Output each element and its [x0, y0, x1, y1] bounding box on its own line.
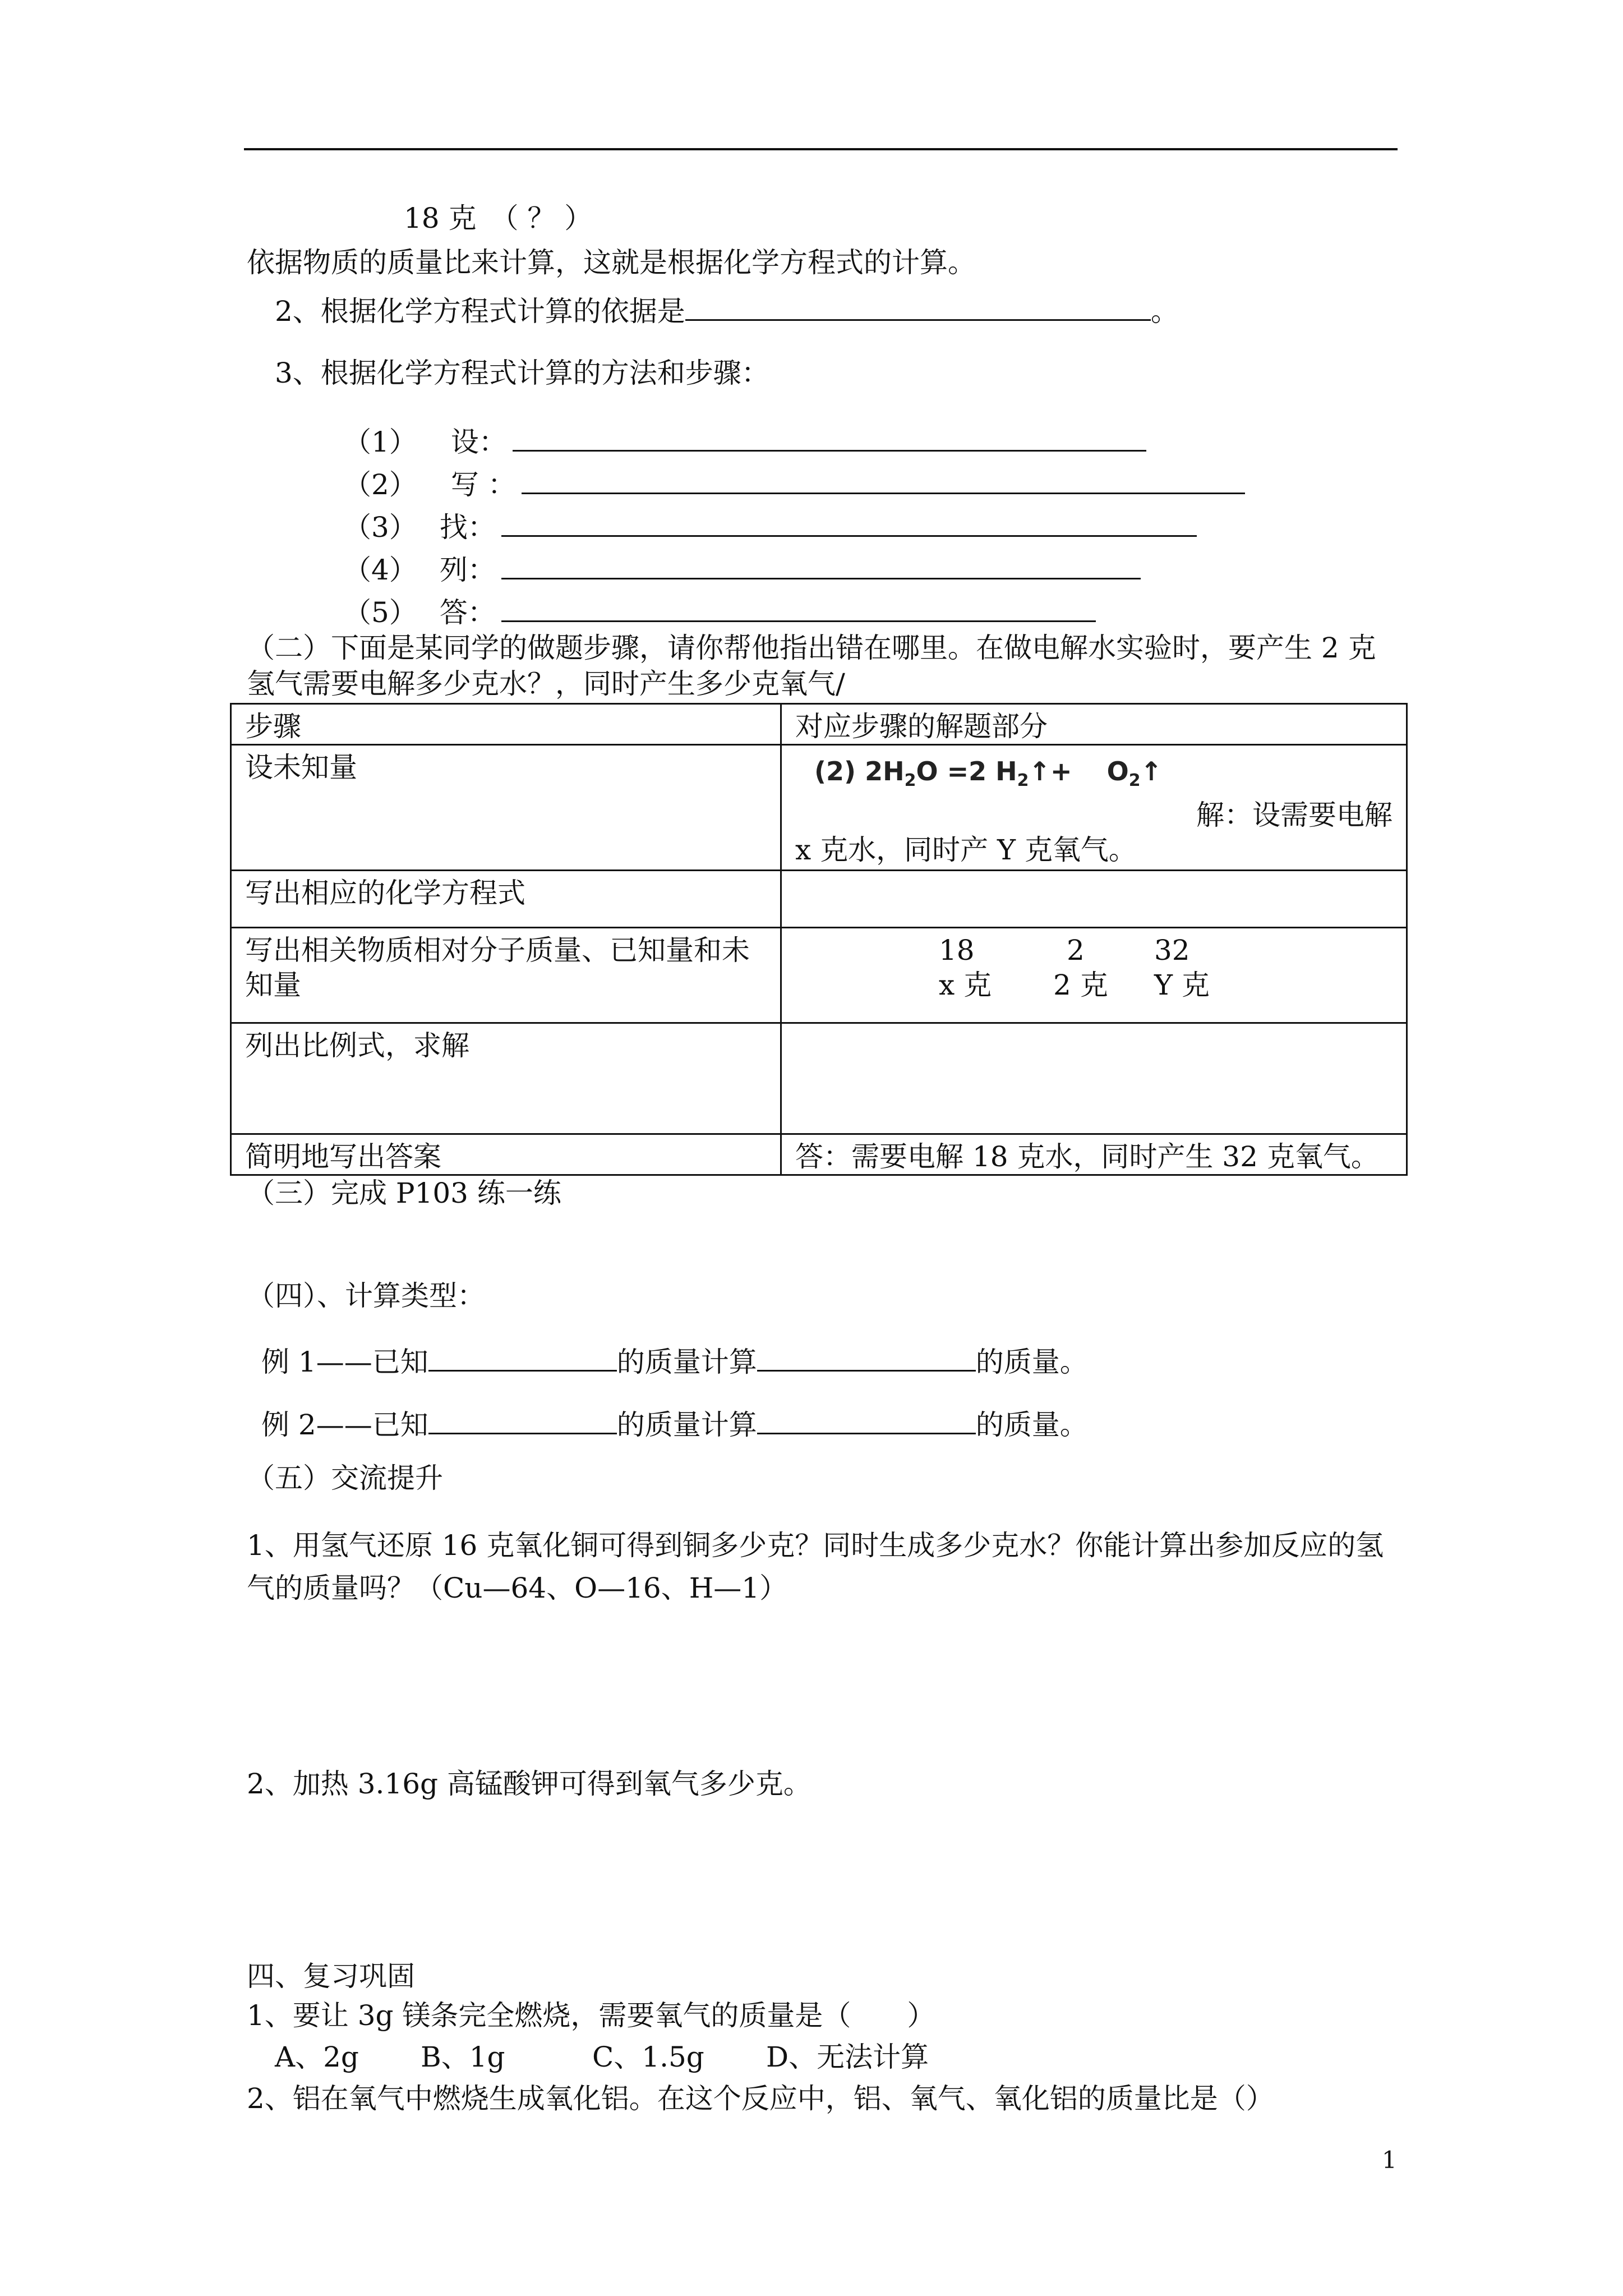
table-row	[231, 871, 1407, 928]
known-hydrogen: 2 克	[1053, 969, 1108, 1001]
example-2	[261, 1408, 1088, 1439]
step-number: （4）	[343, 554, 417, 586]
option-c[interactable]: C、1.5g	[592, 2041, 704, 2073]
option-a[interactable]: A、2g	[275, 2041, 359, 2073]
example-text: 的质量。	[975, 1409, 1088, 1441]
step-3	[343, 510, 1197, 544]
row-solution-proportion[interactable]	[781, 1023, 1407, 1134]
step-blank[interactable]	[501, 596, 1096, 622]
row-label-unknown: 设未知量	[231, 745, 781, 871]
step-1	[343, 425, 1146, 456]
review-q1: 1、要让 3g 镁条完全燃烧，需要氧气的质量是（ ）	[247, 1999, 935, 2032]
table-row	[231, 1023, 1407, 1134]
option-b[interactable]: B、1g	[421, 2041, 505, 2073]
statement: 依据物质的质量比来计算，这就是根据化学方程式的计算。	[247, 246, 976, 279]
question-3: 3、根据化学方程式计算的方法和步骤：	[275, 357, 769, 389]
row-label-answer: 简明地写出答案	[231, 1134, 781, 1175]
step-blank[interactable]	[501, 553, 1141, 579]
table-row	[231, 745, 1407, 871]
known-oxygen: Y 克	[1154, 969, 1210, 1001]
question-2-end: 。	[1150, 295, 1179, 328]
known-blank[interactable]	[428, 1408, 617, 1434]
page-number: 1	[1382, 2146, 1397, 2174]
step-number: （5）	[343, 596, 417, 629]
mass-hydrogen: 2	[1067, 934, 1085, 967]
row-label-equation: 写出相应的化学方程式	[231, 871, 781, 928]
example-text: 的质量。	[975, 1346, 1088, 1378]
steps-table	[230, 703, 1408, 1176]
step-label: 设：	[450, 426, 507, 458]
part4-title: （四）、计算类型：	[247, 1280, 485, 1312]
question-2	[275, 295, 1179, 328]
example-text: 例 1——已知	[261, 1346, 428, 1378]
review-title: 四、复习巩固	[247, 1960, 415, 1993]
step-4	[343, 553, 1141, 584]
table-header-step: 步骤	[231, 704, 781, 745]
part5-title: （五）交流提升	[247, 1462, 443, 1494]
target-blank[interactable]	[757, 1345, 976, 1372]
part2-line2: 氢气需要电解多少克水？，同时产生多少克氧气/	[247, 668, 845, 700]
target-blank[interactable]	[757, 1408, 976, 1434]
solution-text-a: 解：设需要电解	[1196, 799, 1393, 832]
example-text: 的质量计算	[616, 1409, 757, 1441]
question-2-text: 2、根据化学方程式计算的依据是	[275, 295, 685, 328]
step-label: 答：	[439, 596, 496, 629]
answer-blank[interactable]	[685, 295, 1151, 321]
mass-oxygen: 32	[1154, 934, 1190, 967]
example-1	[261, 1345, 1088, 1376]
mass-water: 18	[939, 934, 975, 967]
equation: (2) $2H_2O =2$ $H_2↑+$ $O_2↑$	[814, 756, 1163, 791]
row-label-masses-b: 知量	[245, 969, 301, 1001]
part3: （三）完成 P103 练一练	[247, 1177, 561, 1209]
row-solution-unknown	[781, 745, 1407, 871]
option-d[interactable]: D、无法计算	[766, 2041, 929, 2073]
example-text: 的质量计算	[616, 1346, 757, 1378]
step-number: （3）	[343, 511, 417, 544]
step-number: （1）	[343, 426, 417, 458]
example-text: 例 2——已知	[261, 1409, 428, 1441]
step-blank[interactable]	[501, 510, 1197, 537]
known-water: x 克	[939, 969, 992, 1001]
step-label: 写 ：	[450, 468, 516, 501]
table-row	[231, 1134, 1407, 1175]
step-blank[interactable]	[522, 468, 1245, 494]
table-header-row	[231, 704, 1407, 745]
row-solution-equation[interactable]	[781, 871, 1407, 928]
row-label-masses	[231, 928, 781, 1023]
exchange-q2: 2、加热 3.16g 高锰酸钾可得到氧气多少克。	[247, 1768, 811, 1800]
review-q2: 2、铝在氧气中燃烧生成氧化铝。在这个反应中，铝、氧气、氧化铝的质量比是（）	[247, 2082, 1274, 2115]
known-blank[interactable]	[428, 1345, 617, 1372]
row-label-masses-a: 写出相关物质相对分子质量、已知量和未	[245, 934, 750, 967]
row-solution-answer: 答：需要电解 18 克水，同时产生 32 克氧气。	[781, 1134, 1407, 1175]
row-label-proportion: 列出比例式，求解	[231, 1023, 781, 1134]
step-label: 找：	[439, 511, 496, 544]
part2-line1: （二）下面是某同学的做题步骤，请你帮他指出错在哪里。在做电解水实验时，要产生 2 克	[247, 632, 1376, 664]
step-number: （2）	[343, 468, 417, 501]
step-blank[interactable]	[513, 425, 1146, 452]
step-2	[343, 468, 1245, 499]
row-solution-masses	[781, 928, 1407, 1023]
table-row	[231, 928, 1407, 1023]
exchange-q1-line2: 气的质量吗？（Cu—64、O—16、H—1）	[247, 1572, 788, 1604]
step-5	[343, 596, 1096, 627]
table-header-solution: 对应步骤的解题部分	[781, 704, 1407, 745]
header-rule	[244, 148, 1398, 150]
solution-text-b: x 克水，同时产 Y 克氧气。	[795, 834, 1137, 867]
exchange-q1-line1: 1、用氢气还原 16 克氧化铜可得到铜多少克？同时生成多少克水？你能计算出参加反应的氢	[247, 1529, 1384, 1562]
mass-line: 18 克 （ ？ ）	[404, 202, 593, 234]
step-label: 列：	[439, 554, 496, 586]
